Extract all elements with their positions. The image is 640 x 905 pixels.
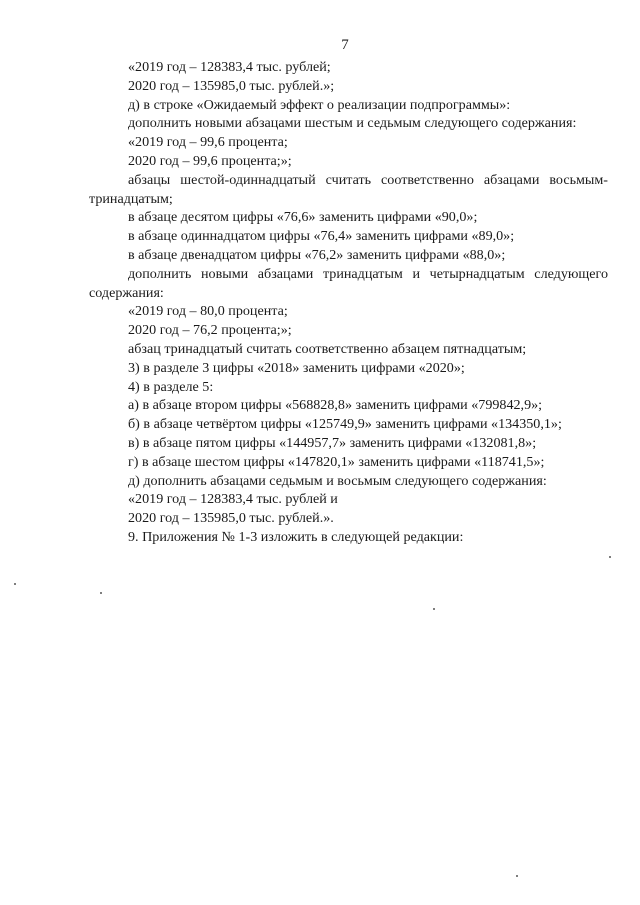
scan-speck xyxy=(516,875,518,877)
text-line: абзац тринадцатый считать соответственно абзацем пятнадцатым; xyxy=(128,340,527,357)
text-line: 2020 год – 135985,0 тыс. рублей.»; xyxy=(128,77,335,94)
text-line: д) дополнить абзацами седьмым и восьмым следующего содержания: xyxy=(128,472,547,489)
text-line: тринадцатым; xyxy=(89,190,173,207)
text-line: 2020 год – 135985,0 тыс. рублей.». xyxy=(128,510,334,527)
text-line: 2020 год – 76,2 процента;»; xyxy=(128,322,292,339)
text-line: дополнить новыми абзацами тринадцатым и четырнадцатым следующего xyxy=(128,265,608,282)
text-line: д) в строке «Ожидаемый эффект о реализации подпрограммы»: xyxy=(128,96,511,113)
text-line: абзацы шестой-одиннадцатый считать соответственно абзацами восьмым- xyxy=(128,171,608,188)
scan-speck xyxy=(433,608,435,610)
scan-speck xyxy=(609,556,611,558)
text-line: 4) в разделе 5: xyxy=(128,378,214,395)
text-line: а) в абзаце втором цифры «568828,8» заменить цифрами «799842,9»; xyxy=(128,397,543,414)
text-line: «2019 год – 80,0 процента; xyxy=(128,303,288,320)
text-line: 2020 год – 99,6 процента;»; xyxy=(128,152,292,169)
text-line: б) в абзаце четвёртом цифры «125749,9» заменить цифрами «134350,1»; xyxy=(128,416,562,433)
page-number: 7 xyxy=(341,37,349,53)
scan-speck xyxy=(14,583,16,585)
text-line: содержания: xyxy=(89,284,164,301)
text-line: в абзаце двенадцатом цифры «76,2» заменить цифрами «88,0»; xyxy=(128,246,506,263)
text-line: 3) в разделе 3 цифры «2018» заменить цифрами «2020»; xyxy=(128,359,465,376)
text-line: «2019 год – 128383,4 тыс. рублей; xyxy=(128,59,331,75)
text-line: «2019 год – 128383,4 тыс. рублей и xyxy=(128,491,338,508)
text-line: в абзаце одиннадцатом цифры «76,4» заменить цифрами «89,0»; xyxy=(128,228,515,245)
text-line: в) в абзаце пятом цифры «144957,7» заменить цифрами «132081,8»; xyxy=(128,434,537,451)
document-body xyxy=(89,58,608,547)
text-line: «2019 год – 99,6 процента; xyxy=(128,134,288,151)
scan-speck xyxy=(100,592,102,594)
text-line: г) в абзаце шестом цифры «147820,1» заменить цифрами «118741,5»; xyxy=(128,453,545,470)
text-line: 9. Приложения № 1-3 изложить в следующей редакции: xyxy=(128,528,464,545)
text-line: в абзаце десятом цифры «76,6» заменить цифрами «90,0»; xyxy=(128,209,478,226)
text-line: дополнить новыми абзацами шестым и седьмым следующего содержания: xyxy=(128,115,577,132)
